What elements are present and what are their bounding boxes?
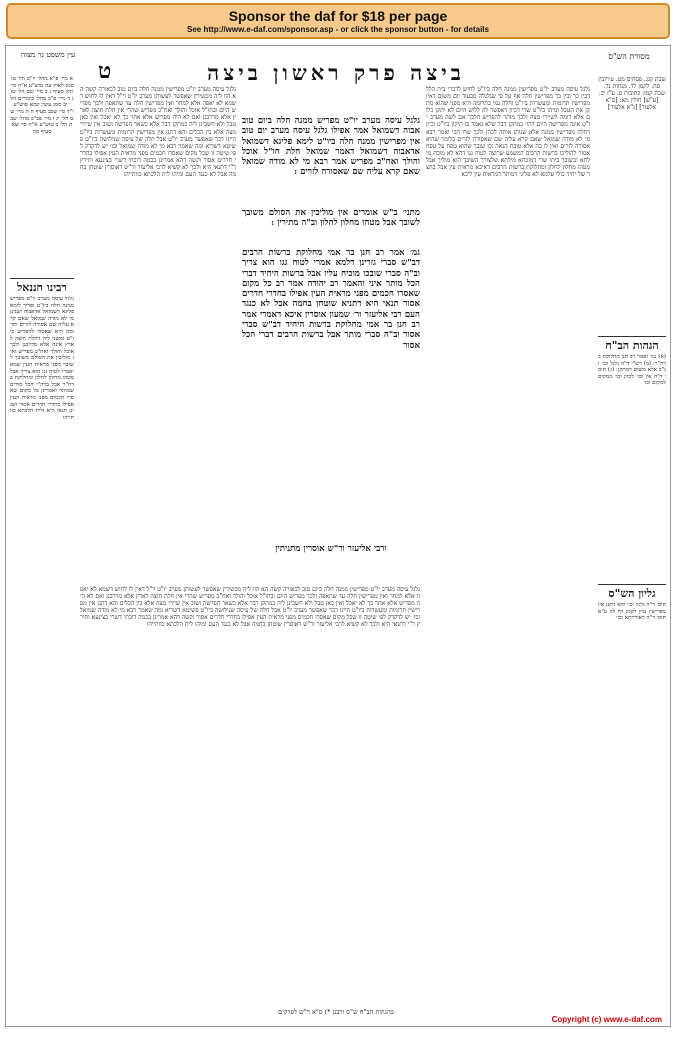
page-footer: בהגהות הב"ח ש"ס ורבנן *) ס"א ר"ש לפרקים [278, 1008, 394, 1016]
lower-commentary-text: גלגל עיסה מערב יו"ט מפרישין ממנה חלה ביום טוב לכאורה קשה הא הוו ליה מכשירין שאפשר לעשותן מערב יו"ט וי"ל דאין לו לחוש דשמא לא יאפה אלא למחר ואין מפרישין חלה עד שתאפה ולכך מפריש היום ובחו"ל אוכל והולך ואח"כ מפריש שהרי אין חלת חוצה לארץ אלא מדרבנן ואם לא היה מפריש אלא אחר כך לא יאכל ואין כאן טבל ולא חשבינן ליה כמתקן דבר אלא כשאר הפרשה ושוב אין שיירי מצה אלא בין הכלים והא דתנן אין מפרישין תרומות ומעשרות ביו"ט היינו דבר שאפשר מערב יו"ט אבל חלה של עיסה שנילושה ביו"ט פשיטא דשריא ומה שאמר רבא מי לא מודה שמואל וכו׳ יש לדקדק לפי שיטה זו שכל מקום שאסרו חכמים מפני מראית העין אפילו בחדרי חדרים אסור וקשה דהא אמרינן בכמה דוכתי דשרי בצינעא ותירץ ר"י דתנאי היא ולכך לא קשיא לרבי אליעזר ור"ש דאוסרין שוטחן בחמה אבל לא כנגד העם ומיהו לית הלכתא כוותייהו [80, 586, 420, 629]
divider [598, 336, 666, 337]
gemara-paragraph: גמ׳ אמר רב חנן בר אמי מחלוקת ברשות הרבים דב"ש סברי גזרינן דלמא אמרי לטוח גגו הוא צריך וב"ה סברי שובכו מוכיח עליו אבל ברשות היחיד דברי הכל מותר איני והאמר רב יהודה אמר רב כל מקום שאסרו חכמים מפני מראית העין אפילו בחדרי חדרים אסור תנאי היא דתניא שוטחן בחמה אבל לא כנגד העם רבי אליעזר ור׳ שמעון אוסרין איכא דאמרי אמר רב חנן בר אמי מחלוקת ברשות היחיד דב"ש סברי אסור וב"ה סברי מותר אבל ברשות הרבים דברי הכל אסור [242, 248, 420, 351]
gemara-paragraph: גלגל עיסה מערב יו"ט מפריש ממנה חלה ביום טוב אבוה דשמואל אמר אפילו גלגל עיסה מערב יום טוב אין מפרישין ממנה חלה ביו"ט לימא פליגא דשמואל אדאבוה דשמואל דאמר שמואל חלת חו"ל אוכל והולך ואח"כ מפריש אמר רבא מי לא מודה שמואל שאם קרא עליה שם שאסורה לזרים : [242, 116, 420, 178]
divider [598, 584, 666, 585]
hagahot-text: (א) גמ׳ ואמר רב חנן מחלוקת ברה"ר: (ב) רש"י ד"ה גלגל וכו׳ ונ"ב אלא משום דמתקן: (ג) תוס׳ ד"ה אין וכו׳ לכהן וכו׳ ממקום למקום וכו׳ [598, 354, 666, 387]
rashi-column [426, 86, 590, 966]
masoret-label: מסורת הש"ס [608, 52, 650, 61]
talmud-page [5, 45, 671, 1027]
sponsor-subtitle[interactable]: See http://www.e-daf.com/sponsor.asp - or click the sponsor button - for details [187, 25, 489, 34]
left-outer-column [10, 76, 74, 998]
gilyon-title: גליון הש"ס [608, 587, 656, 600]
page-letter: ט [98, 58, 112, 84]
right-outer-column [598, 76, 666, 1006]
tosafot-text: גלגל עיסה מערב יו"ט מפרישין ממנה חלה ביום טוב לכאורה קשה הא הוו ליה מכשירין שאפשר לעשותן מערב יו"ט וי"ל דאין לו לחוש דשמא לא יאפה אלא למחר ואין מפרישין חלה עד שתאפה ולכך מפריש היום ובחו"ל אוכל והולך ואח"כ מפריש שהרי אין חלת חוצה לארץ אלא מדרבנן ואם לא היה מפריש אלא אחר כך לא יאכל ואין כאן טבל ולא חשבינן ליה כמתקן דבר אלא כשאר הפרשה ושוב אין שיירי מצה אלא בין הכלים והא דתנן אין מפרישין תרומות ומעשרות ביו"ט היינו דבר שאפשר מערב יו"ט אבל חלה של עיסה שנילושה ביו"ט פשיטא דשריא ומה שאמר רבא מי לא מודה שמואל וכו׳ יש לדקדק לפי שיטה זו שכל מקום שאסרו חכמים מפני מראית העין אפילו בחדרי חדרים אסור וקשה דהא אמרינן בכמה דוכתי דשרי בצינעא ותירץ ר"י דתנאי היא ולכך לא קשיא לרבי אליעזר ור"ש דאוסרין שוטחן בחמה אבל לא כנגד העם ומיהו לית הלכתא כוותייהו [80, 86, 236, 179]
page-title: ביצה פרק ראשון ביצה [207, 60, 465, 85]
rabbeinu-chananel-text: גלגל עיסה מערב יו"ט מפריש ממנה חלה ביו"ט ופריך לימא פליגא דשמואל אדאבוה ושנינן מי לא מודה שמואל שאם קרא עליה שם אסורה לזרים ותרומה היא שאסור להפריש ביו"ט ומשני ליה דחלת חוצה לארץ אינה אלא מדרבנן ולכך אוכל והולך ואח"כ מפריש ואין מוליכין את הסולם משובך לשובך מפני מראית העין שמא יאמרו לטוח גגו הוא צריך אבל מטהו מחלון לחלון ומחלוקת ברה"ר אבל ברה"י הכל מודים שמותר ואמרינן כל מקום שאסרו חכמים מפני מראית העין אפילו בחדרי חדרים אסור ושנינן תנאי היא ולית הלכתא כוותייהו [10, 296, 74, 421]
rabbeinu-chananel-title: רבינו חננאל [17, 281, 67, 294]
ein-mishpat-text: א מיי׳ פ"א מהל׳ יו"ט הל׳ טו סמג לאוין עה טוש"ע א"ח סי׳ תקו סעיף ג ב מיי׳ שם הל׳ טז ג ד מיי׳ פ"ב מהל׳ ביכורים הל׳ יב סמג עשין קמא טוש"ע י"ד סי׳ שכב סעיף ה ה מיי׳ שם הל׳ יג ו מיי׳ פכ"ב מהל׳ שבת הל׳ כ טוש"ע א"ח סי׳ שא סעיף מה [10, 76, 74, 135]
lower-commentary [80, 586, 420, 996]
masoret-text: שבת קנג. פסחים מט. עירובין סח. לקמן לד. מנחות נד. שבת קמו: כתובות ס. ע"ז יב. [ע"ש] חולין מא: [ס"א אלעזר] [נ"א אלעזר] [598, 76, 666, 111]
gilyon-text: תוס׳ ד"ה גלגל וכו׳ והא דתנן אין מפרישין עיין לקמן דף לה ע"א תוס׳ ד"ה דאורייתא וכו׳ [598, 602, 666, 622]
gemara-column [242, 116, 420, 576]
ein-mishpat-label: עין משפט נר מצוה [20, 50, 76, 59]
hagahot-title: הגהות הב"ח [605, 339, 659, 352]
mishna-paragraph: מתני׳ ב"ש אומרים אין מוליכין את הסולם משובך לשובך אבל מטהו מחלון לחלון וב"ה מתירין : [242, 208, 420, 229]
copyright-link[interactable]: Copyright (c) www.e-daf.com [551, 1015, 662, 1024]
rashi-text: גלגל עיסה מערב יו"ט מפרישין ממנה חלה ביו"ט לחוש לדברי בית הלל דבין כך ובין כך מפרישין חלה אף על פי שגלגלה מבעוד יום משום דאין מפרישין תרומות ומעשרות ביו"ט וחלה נמי כתרומה היא מפני שהוא מתקן את הטבל ומיהו ביו"ט שרי דכיון דאפשר לה ללוש היום לא יתקן כלום אלא דומה לשיירי מצה ולכך מותר להפריש הלכך אם לשה מערב יו"ט אינה מפרישה היום דהוי כמתקן דבר שלא נאמר בו תיקון ביו"ט וכיון דחלה מפרישין ממנה אלא שנותן אותה לכהן ולכך שרו הכי ואמר רבא מי לא מודה שמואל שאם קרא עליה שם שאסורה לזרים כלומר שהיא אסורה לזרים ואין לו בה אלא טובת הנאה וכן שובך שהוא טפח על טפח אסור להוליכו ברשות הרבים דמשמע שרוצה לטוח גגו דהא לא מוכח מילתא ובשובך ביתו שרי דמוכחא מילתא שלצורך השובך הוא מוליך אבל מטהו מחלון לחלון ומחלוקת ברשות הרבים דאיכא מראית עין אבל בחצר של יחיד כולי עלמא לא פליגי דמותר דמראית עין ליכא [426, 86, 590, 179]
sponsor-title[interactable]: Sponsor the daf for $18 per page [228, 8, 448, 24]
sponsor-banner[interactable] [6, 3, 670, 39]
gemara-closing: ורבי אליעזר ור"ש אוסרין מתניתין [275, 544, 387, 554]
divider [10, 278, 74, 279]
